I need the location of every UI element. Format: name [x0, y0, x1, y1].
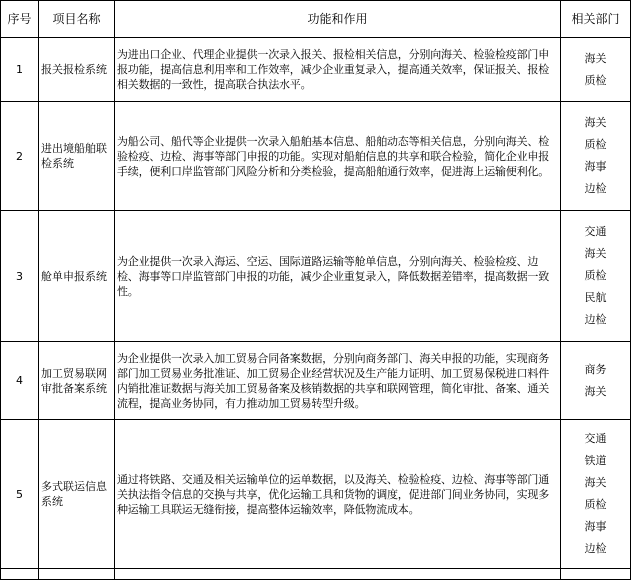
dept-item: 海关	[584, 247, 607, 260]
dept-item: 商务	[584, 362, 607, 376]
dept-item: 海关	[584, 476, 607, 489]
header-dept: 相关部门	[561, 1, 631, 38]
dept-item: 海事	[584, 160, 607, 173]
dept-item: 质检	[584, 138, 607, 151]
dept-item: 海关	[584, 116, 607, 129]
empty-cell	[1, 569, 39, 580]
table-row	[1, 420, 631, 569]
dept-item: 边检	[584, 313, 607, 326]
row-no: 2	[1, 102, 39, 211]
dept-item: 海关	[584, 51, 607, 65]
table-row	[1, 38, 631, 102]
row-no: 1	[1, 38, 39, 102]
dept-item: 质检	[584, 269, 607, 282]
row-no: 4	[1, 342, 39, 420]
empty-cell	[39, 569, 115, 580]
dept-item: 交通	[584, 225, 607, 238]
table-row	[1, 102, 631, 211]
dept-item: 交通	[584, 432, 607, 445]
dept-item: 海事	[584, 520, 607, 533]
table-row-partial	[1, 569, 631, 580]
empty-cell	[561, 569, 631, 580]
dept-cell	[561, 211, 631, 342]
dept-item: 边检	[584, 182, 607, 195]
dept-cell	[561, 342, 631, 420]
project-name: 加工贸易联网审批备案系统	[39, 342, 115, 420]
dept-cell	[561, 102, 631, 211]
project-name: 舱单申报系统	[39, 211, 115, 342]
project-function: 为企业提供一次录入加工贸易合同备案数据，分别向商务部门、海关申报的功能，实现商务部门加工贸易业务批准证、加工贸易企业经营状况及生产能力证明、加工贸易保税进口料件内销批准证数据与海关加工贸易备案及核销数据的共享和联网管理，简化审批、备案、通关流程，提高业务协同，有力推动加工贸易转型升级。	[115, 342, 561, 420]
table-row	[1, 342, 631, 420]
dept-item: 质检	[584, 498, 607, 511]
project-function: 通过将铁路、交通及相关运输单位的运单数据，以及海关、检验检疫、边检、海事等部门通关执法指令信息的交换与共享，优化运输工具和货物的调度，促进部门间业务协同，实现多种运输工具联运无缝衔接，提高整体运输效率，降低物流成本。	[115, 420, 561, 569]
project-name: 进出境船舶联检系统	[39, 102, 115, 211]
dept-item: 民航	[584, 291, 607, 304]
dept-cell	[561, 38, 631, 102]
header-name: 项目名称	[39, 1, 115, 38]
row-no: 3	[1, 211, 39, 342]
row-no: 5	[1, 420, 39, 569]
project-function: 为船公司、船代等企业提供一次录入船舶基本信息、船舶动态等相关信息，分别向海关、检验检疫、边检、海事等部门申报的功能。实现对船舶信息的共享和联合检验，简化企业申报手续，便利口岸监管部门风险分析和分类检验，提高船舶通行效率，促进海上运输便利化。	[115, 102, 561, 211]
header-no: 序号	[1, 1, 39, 38]
dept-item: 海关	[584, 384, 607, 398]
project-function: 为进出口企业、代理企业提供一次录入报关、报检相关信息，分别向海关、检验检疫部门申报功能，提高信息利用率和工作效率，减少企业重复录入，提高通关效率，保证报关、报检相关数据的一致性，提高联合执法水平。	[115, 38, 561, 102]
dept-item: 边检	[584, 542, 607, 555]
dept-item: 铁道	[584, 454, 607, 467]
project-name: 报关报检系统	[39, 38, 115, 102]
project-name: 多式联运信息系统	[39, 420, 115, 569]
project-function: 为企业提供一次录入海运、空运、国际道路运输等舱单信息，分别向海关、检验检疫、边检、海事等口岸监管部门申报的功能，减少企业重复录入，降低数据差错率，提高数据一致性。	[115, 211, 561, 342]
header-row	[1, 1, 631, 38]
table-row	[1, 211, 631, 342]
dept-cell	[561, 420, 631, 569]
header-function: 功能和作用	[115, 1, 561, 38]
empty-cell	[115, 569, 561, 580]
dept-item: 质检	[584, 73, 607, 87]
